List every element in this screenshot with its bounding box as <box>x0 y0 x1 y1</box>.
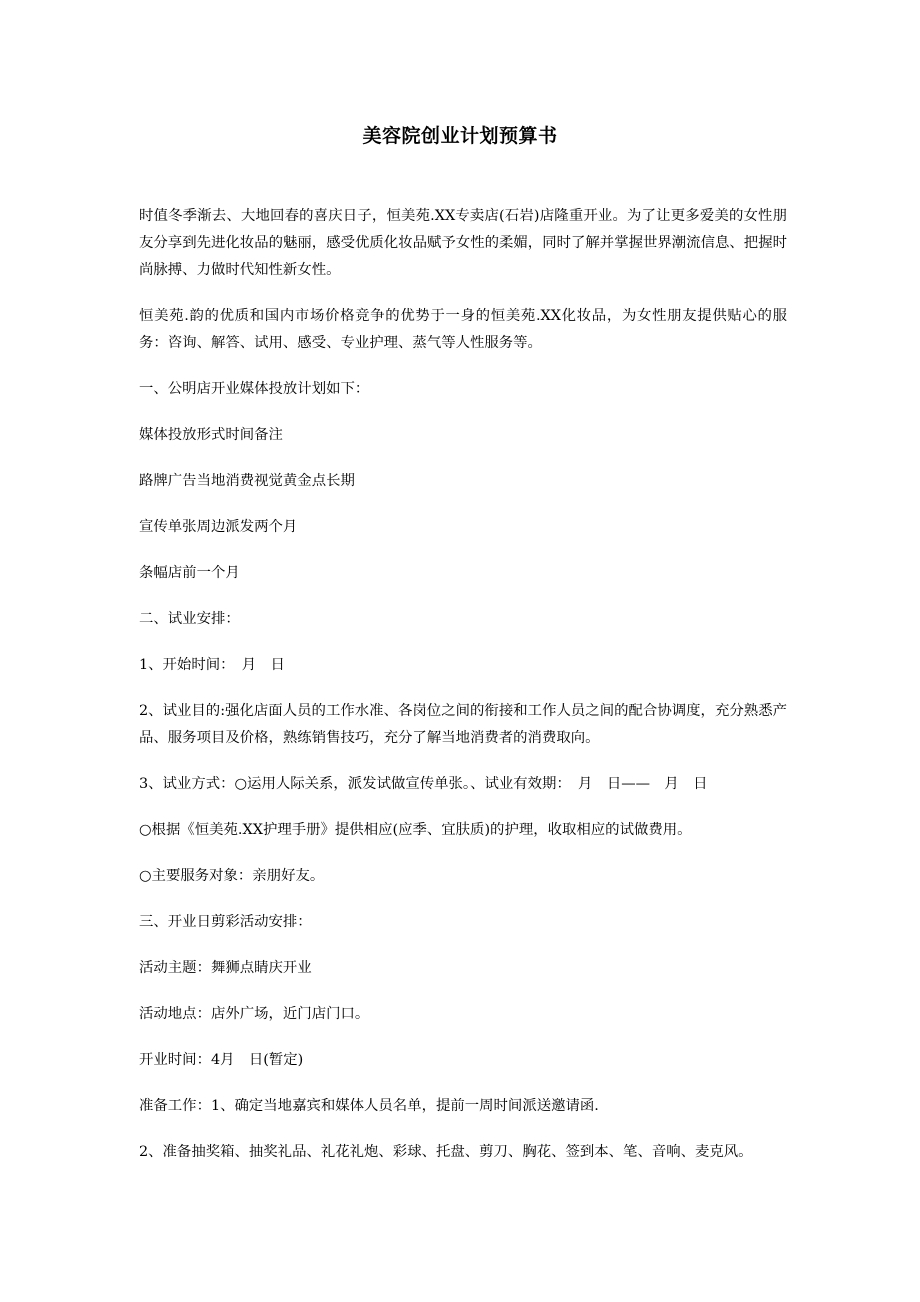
preparation-item: 2、准备抽奖箱、抽奖礼品、礼花礼炮、彩球、托盘、剪刀、胸花、签到本、笔、音响、麦克风。 <box>139 1144 753 1160</box>
section-heading-opening: 三、开业日剪彩活动安排： <box>139 914 312 930</box>
event-location: 活动地点：店外广场，近门店门口。 <box>139 1006 370 1022</box>
preparation-item: 准备工作：1、确定当地嘉宾和媒体人员名单，提前一周时间派送邀请函. <box>139 1098 599 1114</box>
media-plan-row: 路牌广告当地消费视觉黄金点长期 <box>139 473 355 489</box>
event-theme: 活动主题：舞狮点睛庆开业 <box>139 960 312 976</box>
document-body <box>139 203 787 1185</box>
trial-start-time: 1、开始时间： 月 日 <box>139 657 285 673</box>
document-title: 美容院创业计划预算书 <box>362 125 558 147</box>
trial-purpose: 2、试业目的:强化店面人员的工作水准、各岗位之间的衔接和工作人员之间的配合协调度，充分熟悉产品、服务项目及价格，熟练销售技巧，充分了解当地消费者的消费取向。 <box>139 703 787 746</box>
trial-target-item: ○主要服务对象：亲朋好友。 <box>139 868 325 884</box>
event-time: 开业时间：4月 日(暂定) <box>139 1052 304 1068</box>
media-plan-row: 条幅店前一个月 <box>139 565 240 581</box>
paragraph-intro: 时值冬季渐去、大地回春的喜庆日子，恒美苑.XX专卖店(石岩)店隆重开业。为了让更多爱美的女性朋友分享到先进化妆品的魅丽，感受优质化妆品赋予女性的柔媚，同时了解并掌握世界潮流信息、把握时尚脉搏、力做时代知性新女性。 <box>139 208 787 278</box>
media-plan-row: 宣传单张周边派发两个月 <box>139 519 298 535</box>
trial-care-item: ○根据《恒美苑.XX护理手册》提供相应(应季、宜肤质)的护理，收取相应的试做费用。 <box>139 822 692 838</box>
paragraph-services: 恒美苑.韵的优质和国内市场价格竞争的优势于一身的恒美苑.XX化妆品，为女性朋友提供贴心的服务：咨询、解答、试用、感受、专业护理、蒸气等人性服务等。 <box>139 308 787 351</box>
section-heading-media-plan: 一、公明店开业媒体投放计划如下： <box>139 381 370 397</box>
media-plan-header: 媒体投放形式时间备注 <box>139 427 283 443</box>
trial-method: 3、试业方式：○运用人际关系，派发试做宣传单张。、试业有效期： 月 日—— 月 日 <box>139 776 708 792</box>
section-heading-trial: 二、试业安排： <box>139 611 240 627</box>
